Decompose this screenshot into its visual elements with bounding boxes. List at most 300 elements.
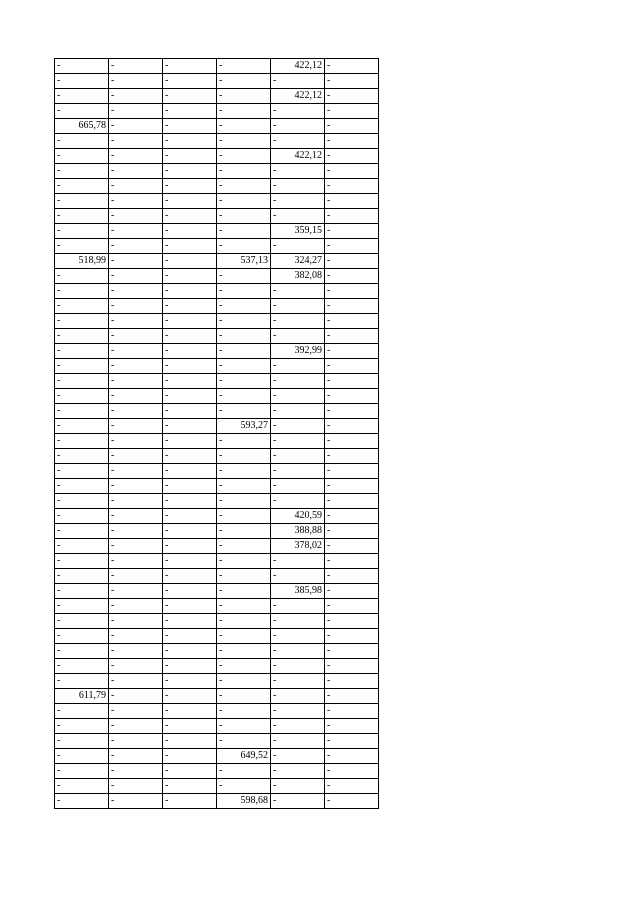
- table-cell: -: [271, 449, 325, 464]
- table-cell: -: [109, 764, 163, 779]
- table-cell: -: [163, 284, 217, 299]
- table-row: [55, 209, 379, 224]
- table-cell: 598,68: [217, 794, 271, 809]
- table-cell: -: [217, 389, 271, 404]
- table-cell: -: [325, 449, 379, 464]
- table-cell: -: [271, 164, 325, 179]
- table-cell: -: [325, 119, 379, 134]
- table-cell: -: [271, 689, 325, 704]
- table-cell: -: [325, 794, 379, 809]
- table-cell: -: [325, 509, 379, 524]
- table-cell: -: [325, 299, 379, 314]
- table-row: [55, 404, 379, 419]
- table-cell: -: [271, 494, 325, 509]
- table-cell: -: [109, 194, 163, 209]
- data-table: [54, 58, 379, 809]
- table-cell: -: [109, 284, 163, 299]
- table-cell: -: [163, 74, 217, 89]
- table-cell: -: [325, 284, 379, 299]
- table-cell: -: [325, 779, 379, 794]
- table-cell: -: [109, 149, 163, 164]
- table-row: [55, 419, 379, 434]
- table-row: [55, 764, 379, 779]
- table-cell: -: [217, 509, 271, 524]
- table-cell: -: [271, 404, 325, 419]
- table-cell: -: [109, 254, 163, 269]
- table-cell: -: [109, 74, 163, 89]
- table-cell: -: [271, 719, 325, 734]
- table-row: [55, 464, 379, 479]
- table-cell: -: [55, 449, 109, 464]
- table-cell: -: [55, 584, 109, 599]
- table-cell: -: [55, 224, 109, 239]
- table-cell: -: [325, 239, 379, 254]
- table-cell: -: [163, 149, 217, 164]
- table-cell: -: [55, 419, 109, 434]
- table-cell: -: [271, 239, 325, 254]
- table-cell: -: [325, 149, 379, 164]
- table-cell: -: [217, 584, 271, 599]
- table-row: [55, 704, 379, 719]
- table-row: [55, 614, 379, 629]
- table-cell: -: [109, 314, 163, 329]
- table-row: [55, 389, 379, 404]
- table-cell: -: [163, 749, 217, 764]
- table-cell: -: [325, 179, 379, 194]
- table-cell: -: [217, 299, 271, 314]
- table-cell: -: [217, 554, 271, 569]
- table-cell: -: [271, 389, 325, 404]
- table-cell: -: [325, 764, 379, 779]
- table-cell: -: [109, 209, 163, 224]
- table-cell: -: [271, 434, 325, 449]
- table-cell: -: [55, 434, 109, 449]
- table-cell: 420,59: [271, 509, 325, 524]
- table-row: [55, 734, 379, 749]
- table-row: [55, 659, 379, 674]
- table-cell: -: [325, 374, 379, 389]
- table-cell: -: [217, 524, 271, 539]
- table-row: [55, 269, 379, 284]
- table-cell: -: [325, 464, 379, 479]
- table-cell: -: [55, 344, 109, 359]
- table-row: [55, 89, 379, 104]
- table-cell: -: [109, 449, 163, 464]
- table-row: [55, 794, 379, 809]
- table-cell: -: [325, 749, 379, 764]
- table-cell: -: [109, 704, 163, 719]
- table-cell: -: [163, 389, 217, 404]
- table-cell: -: [109, 359, 163, 374]
- table-cell: -: [55, 749, 109, 764]
- table-cell: -: [55, 539, 109, 554]
- table-cell: -: [109, 329, 163, 344]
- table-cell: -: [109, 644, 163, 659]
- table-cell: -: [217, 449, 271, 464]
- table-cell: -: [55, 629, 109, 644]
- table-cell: -: [325, 524, 379, 539]
- table-cell: -: [217, 479, 271, 494]
- table-cell: -: [325, 209, 379, 224]
- table-cell: -: [271, 644, 325, 659]
- table-cell: -: [163, 374, 217, 389]
- table-cell: -: [271, 374, 325, 389]
- table-cell: -: [325, 569, 379, 584]
- table-cell: -: [55, 179, 109, 194]
- table-cell: -: [163, 719, 217, 734]
- table-cell: -: [217, 764, 271, 779]
- table-row: [55, 284, 379, 299]
- table-cell: -: [217, 569, 271, 584]
- table-cell: -: [109, 164, 163, 179]
- table-row: [55, 434, 379, 449]
- table-cell: -: [163, 419, 217, 434]
- table-cell: -: [325, 74, 379, 89]
- table-cell: -: [271, 119, 325, 134]
- table-cell: -: [109, 434, 163, 449]
- table-row: [55, 779, 379, 794]
- table-cell: -: [163, 59, 217, 74]
- table-cell: -: [163, 224, 217, 239]
- table-cell: -: [271, 779, 325, 794]
- table-row: [55, 254, 379, 269]
- table-cell: -: [325, 89, 379, 104]
- table-row: [55, 449, 379, 464]
- table-cell: -: [163, 584, 217, 599]
- table-cell: -: [271, 704, 325, 719]
- table-cell: -: [55, 389, 109, 404]
- table-cell: -: [325, 269, 379, 284]
- table-cell: -: [109, 104, 163, 119]
- table-cell: -: [217, 179, 271, 194]
- table-cell: -: [163, 539, 217, 554]
- table-cell: 388,88: [271, 524, 325, 539]
- table-row: [55, 104, 379, 119]
- table-cell: -: [163, 314, 217, 329]
- table-cell: -: [163, 614, 217, 629]
- table-cell: -: [271, 419, 325, 434]
- table-cell: -: [55, 554, 109, 569]
- table-cell: -: [325, 704, 379, 719]
- table-cell: -: [217, 674, 271, 689]
- table-cell: -: [325, 404, 379, 419]
- table-cell: -: [109, 614, 163, 629]
- table-cell: -: [109, 344, 163, 359]
- table-cell: -: [163, 89, 217, 104]
- table-cell: -: [325, 164, 379, 179]
- table-cell: -: [109, 464, 163, 479]
- table-cell: -: [325, 479, 379, 494]
- table-row: [55, 509, 379, 524]
- table-cell: -: [163, 194, 217, 209]
- table-cell: 593,27: [217, 419, 271, 434]
- table-cell: -: [163, 269, 217, 284]
- table-cell: -: [217, 494, 271, 509]
- table-row: [55, 314, 379, 329]
- table-cell: -: [217, 719, 271, 734]
- table-cell: -: [55, 59, 109, 74]
- table-cell: -: [163, 569, 217, 584]
- table-cell: -: [325, 224, 379, 239]
- table-cell: -: [55, 479, 109, 494]
- table-cell: -: [271, 749, 325, 764]
- table-cell: 537,13: [217, 254, 271, 269]
- table-cell: -: [55, 284, 109, 299]
- table-cell: -: [55, 704, 109, 719]
- table-row: [55, 599, 379, 614]
- table-cell: -: [163, 344, 217, 359]
- table-cell: -: [163, 404, 217, 419]
- table-cell: -: [109, 734, 163, 749]
- table-cell: -: [55, 194, 109, 209]
- table-cell: -: [325, 59, 379, 74]
- table-cell: -: [217, 644, 271, 659]
- table-cell: -: [163, 449, 217, 464]
- table-cell: -: [325, 359, 379, 374]
- table-cell: -: [217, 269, 271, 284]
- table-cell: -: [271, 194, 325, 209]
- table-cell: -: [217, 314, 271, 329]
- table-cell: -: [325, 584, 379, 599]
- table-cell: -: [217, 704, 271, 719]
- table-row: [55, 479, 379, 494]
- table-cell: -: [55, 149, 109, 164]
- table-cell: -: [217, 149, 271, 164]
- table-cell: 382,08: [271, 269, 325, 284]
- table-cell: -: [271, 614, 325, 629]
- table-cell: -: [271, 359, 325, 374]
- table-row: [55, 644, 379, 659]
- table-cell: -: [109, 224, 163, 239]
- table-cell: -: [163, 554, 217, 569]
- table-cell: -: [109, 524, 163, 539]
- table-cell: 665,78: [55, 119, 109, 134]
- table-cell: -: [109, 569, 163, 584]
- table-cell: -: [325, 389, 379, 404]
- table-cell: -: [271, 464, 325, 479]
- table-cell: -: [109, 389, 163, 404]
- table-cell: -: [55, 269, 109, 284]
- table-cell: -: [163, 734, 217, 749]
- table-cell: -: [163, 644, 217, 659]
- table-cell: -: [163, 119, 217, 134]
- table-cell: -: [217, 59, 271, 74]
- table-cell: -: [163, 134, 217, 149]
- table-cell: -: [271, 209, 325, 224]
- table-cell: 611,79: [55, 689, 109, 704]
- table-cell: -: [109, 749, 163, 764]
- table-row: [55, 134, 379, 149]
- table-cell: -: [109, 584, 163, 599]
- table-cell: -: [55, 644, 109, 659]
- table-cell: -: [325, 689, 379, 704]
- table-cell: -: [163, 254, 217, 269]
- table-row: [55, 584, 379, 599]
- table-cell: -: [325, 419, 379, 434]
- table-cell: -: [109, 554, 163, 569]
- table-cell: -: [55, 779, 109, 794]
- table-row: [55, 164, 379, 179]
- table-cell: -: [55, 524, 109, 539]
- table-cell: -: [325, 734, 379, 749]
- table-cell: -: [55, 509, 109, 524]
- table-row: [55, 179, 379, 194]
- table-cell: -: [109, 299, 163, 314]
- table-row: [55, 74, 379, 89]
- table-cell: -: [163, 104, 217, 119]
- table-row: [55, 569, 379, 584]
- table-row: [55, 629, 379, 644]
- table-cell: -: [325, 659, 379, 674]
- table-cell: -: [217, 734, 271, 749]
- table-cell: 518,99: [55, 254, 109, 269]
- table-cell: -: [163, 704, 217, 719]
- table-cell: -: [217, 659, 271, 674]
- table-cell: -: [163, 479, 217, 494]
- table-cell: -: [55, 599, 109, 614]
- table-cell: -: [271, 599, 325, 614]
- table-cell: -: [271, 629, 325, 644]
- table-row: [55, 554, 379, 569]
- table-cell: -: [217, 194, 271, 209]
- table-cell: -: [217, 599, 271, 614]
- table-cell: -: [163, 629, 217, 644]
- table-cell: -: [271, 554, 325, 569]
- table-cell: -: [325, 254, 379, 269]
- table-cell: -: [325, 434, 379, 449]
- table-cell: -: [217, 614, 271, 629]
- table-row: [55, 374, 379, 389]
- table-cell: -: [163, 509, 217, 524]
- table-cell: -: [325, 674, 379, 689]
- table-cell: -: [217, 404, 271, 419]
- table-cell: -: [55, 374, 109, 389]
- table-row: [55, 299, 379, 314]
- table-cell: -: [271, 734, 325, 749]
- table-cell: -: [163, 674, 217, 689]
- table-row: [55, 749, 379, 764]
- table-row: [55, 224, 379, 239]
- table-cell: -: [55, 719, 109, 734]
- table-cell: -: [55, 764, 109, 779]
- table-cell: -: [109, 494, 163, 509]
- table-cell: -: [163, 524, 217, 539]
- table-cell: -: [55, 299, 109, 314]
- table-cell: -: [55, 74, 109, 89]
- table-cell: -: [55, 164, 109, 179]
- table-cell: -: [55, 614, 109, 629]
- table-cell: -: [55, 794, 109, 809]
- table-cell: -: [325, 494, 379, 509]
- table-cell: -: [109, 479, 163, 494]
- table-cell: -: [217, 629, 271, 644]
- table-row: [55, 119, 379, 134]
- table-cell: -: [325, 614, 379, 629]
- table-cell: -: [163, 599, 217, 614]
- table-cell: 422,12: [271, 149, 325, 164]
- table-cell: -: [325, 629, 379, 644]
- table-cell: -: [217, 344, 271, 359]
- table-cell: -: [271, 794, 325, 809]
- table-cell: -: [109, 539, 163, 554]
- table-cell: -: [55, 569, 109, 584]
- table-cell: -: [271, 104, 325, 119]
- table-cell: -: [325, 314, 379, 329]
- table-cell: -: [325, 134, 379, 149]
- table-cell: -: [109, 629, 163, 644]
- table-cell: -: [163, 464, 217, 479]
- table-cell: -: [217, 374, 271, 389]
- table-cell: -: [109, 719, 163, 734]
- table-cell: -: [109, 404, 163, 419]
- table-cell: -: [217, 239, 271, 254]
- table-cell: -: [55, 89, 109, 104]
- table-cell: -: [325, 554, 379, 569]
- table-cell: 324,27: [271, 254, 325, 269]
- table-cell: -: [271, 569, 325, 584]
- table-cell: -: [55, 659, 109, 674]
- table-cell: -: [217, 539, 271, 554]
- table-cell: -: [163, 239, 217, 254]
- table-cell: 378,02: [271, 539, 325, 554]
- table-cell: -: [109, 119, 163, 134]
- table-cell: -: [109, 179, 163, 194]
- table-cell: -: [271, 134, 325, 149]
- table-cell: -: [163, 179, 217, 194]
- table-cell: -: [271, 74, 325, 89]
- table-cell: 422,12: [271, 59, 325, 74]
- table-cell: -: [55, 359, 109, 374]
- table-cell: -: [217, 209, 271, 224]
- table-cell: -: [217, 89, 271, 104]
- table-cell: 649,52: [217, 749, 271, 764]
- table-cell: -: [109, 239, 163, 254]
- table-row: [55, 674, 379, 689]
- table-cell: -: [271, 659, 325, 674]
- table-cell: -: [109, 689, 163, 704]
- table-cell: -: [109, 419, 163, 434]
- table-row: [55, 719, 379, 734]
- table-row: [55, 59, 379, 74]
- table-cell: -: [217, 689, 271, 704]
- table-cell: -: [325, 104, 379, 119]
- table-cell: -: [217, 779, 271, 794]
- table-row: [55, 539, 379, 554]
- table-cell: -: [109, 509, 163, 524]
- table-cell: -: [271, 764, 325, 779]
- table-cell: -: [163, 434, 217, 449]
- table-cell: -: [217, 104, 271, 119]
- table-cell: -: [163, 164, 217, 179]
- table-cell: -: [325, 194, 379, 209]
- table-cell: -: [217, 119, 271, 134]
- table-cell: -: [109, 134, 163, 149]
- table-cell: -: [55, 209, 109, 224]
- table-row: [55, 494, 379, 509]
- table-cell: -: [163, 359, 217, 374]
- table-row: [55, 359, 379, 374]
- table-cell: -: [55, 464, 109, 479]
- table-cell: -: [271, 284, 325, 299]
- table-cell: -: [55, 674, 109, 689]
- table-cell: -: [163, 764, 217, 779]
- table-cell: -: [271, 179, 325, 194]
- table-cell: -: [271, 314, 325, 329]
- table-cell: -: [217, 134, 271, 149]
- table-row: [55, 149, 379, 164]
- table-cell: -: [109, 794, 163, 809]
- table-cell: -: [55, 329, 109, 344]
